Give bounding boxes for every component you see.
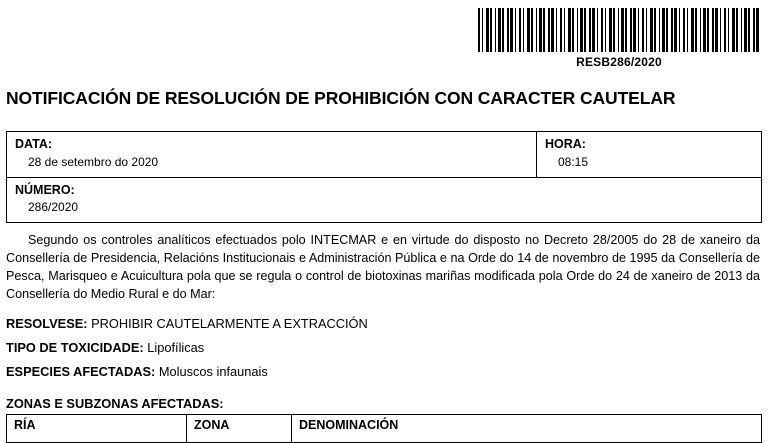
field-value: Moluscos infaunais: [158, 364, 268, 379]
field-key: RESOLVESE:: [6, 316, 88, 331]
fields-block: [6, 316, 760, 388]
numero-value: 286/2020: [28, 200, 79, 215]
field-key: ESPECIES AFECTADAS:: [6, 364, 156, 379]
page-title: NOTIFICACIÓN DE RESOLUCIÓN DE PROHIBICIÓN CON CARACTER CAUTELAR: [6, 88, 676, 108]
hora-cell: [537, 132, 762, 178]
table-header-row: [7, 415, 762, 443]
zones-table: [6, 414, 762, 443]
hora-value: 08:15: [558, 154, 589, 169]
column-header-zona: ZONA: [187, 415, 292, 443]
table-row: [7, 177, 762, 223]
table-row: [7, 132, 762, 178]
field-tipo-toxicidade: [6, 340, 760, 355]
zones-heading: ZONAS E SUBZONAS AFECTADAS:: [6, 396, 224, 411]
field-resolvese: [6, 316, 760, 331]
column-header-ria: RÍA: [7, 415, 187, 443]
barcode-icon: [478, 8, 760, 52]
info-table: [6, 131, 762, 223]
barcode-label: RESB286/2020: [576, 55, 662, 69]
field-especies-afectadas: [6, 364, 760, 379]
data-value: 28 de setembro do 2020: [28, 154, 159, 169]
field-value: Lipofílicas: [147, 340, 205, 355]
numero-cell: [7, 177, 762, 223]
data-label: DATA:: [15, 137, 53, 151]
column-header-denominacion: DENOMINACIÓN: [292, 415, 762, 443]
data-cell: [7, 132, 537, 178]
body-paragraph: Segundo os controles analíticos efectuados polo INTECMAR e en virtude do disposto no Decreto 28/2005 do 28 de xaneiro da Consellería de Presidencia, Relacións Institucionais e Administración Pública e na Orde do 14 de novembro de 1995 da Consellería de Pesca, Marisqueo e Acuicultura pola que se regula o control de biotoxinas mariñas modificada pola Orde do 24 de xaneiro de 2013 da Consellería do Medio Rural e do Mar:: [6, 233, 760, 301]
barcode-block: [478, 8, 760, 69]
field-value: PROHIBIR CAUTELARMENTE A EXTRACCIÓN: [91, 316, 368, 331]
field-key: TIPO DE TOXICIDADE:: [6, 340, 144, 355]
numero-label: NÚMERO:: [15, 182, 75, 197]
hora-label: HORA:: [545, 137, 586, 151]
